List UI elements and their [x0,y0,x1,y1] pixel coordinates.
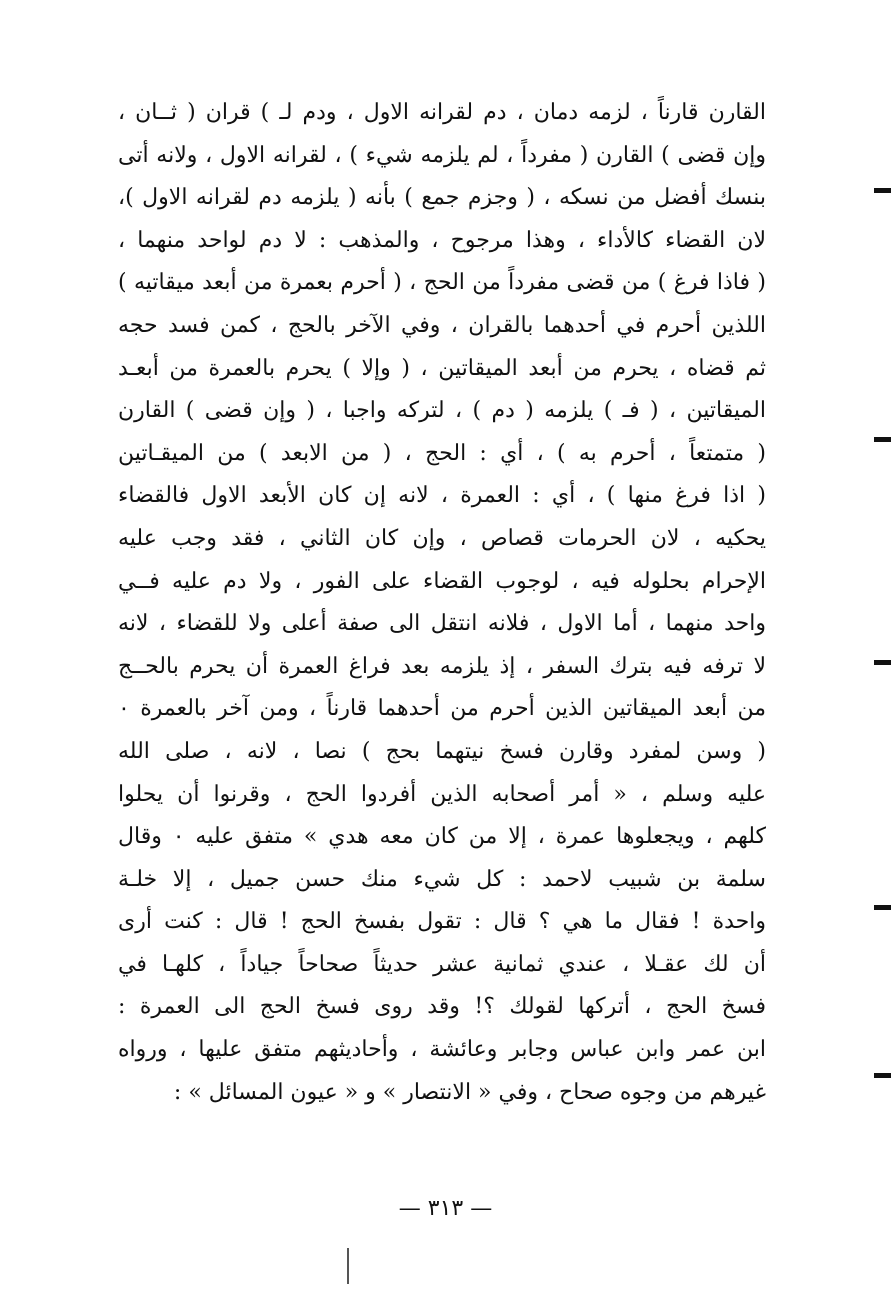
edge-tick-mark [874,437,891,442]
text-line: بنسك أفضل من نسكه ، ( وجزم جمع ) بأنه ( يلزمه دم لقرانه الاول )، [118,185,766,211]
text-line: الميقاتين ، ( فـ ) يلزمه ( دم ) ، لتركه واجبا ، ( وإن قضى ) القارن [118,398,766,424]
edge-tick-mark [874,188,891,193]
text-line: ثم قضاه ، يحرم من أبعد الميقاتين ، ( وإلا ) يحرم بالعمرة من أبعـد [118,355,766,381]
page-text-block [118,92,766,1114]
text-line: غيرهم من وجوه صحاح ، وفي « الانتصار » و « عيون المسائل » : [173,1079,766,1105]
page-number: — ٣١٣ — [398,1196,493,1221]
text-line: سلمة بن شبيب لاحمد : كل شيء منك حسن جميل ، إلا خلـة [118,866,766,892]
text-line: ابن عمر وابن عباس وجابر وعائشة ، وأحاديثهم متفق عليها ، ورواه [118,1037,766,1063]
edge-tick-mark [874,1073,891,1078]
text-line: كلهم ، ويجعلوها عمرة ، إلا من كان معه هدي » متفق عليه ٠ وقال [118,824,766,850]
edge-tick-mark [874,905,891,910]
text-line: الإحرام بحلوله فيه ، لوجوب القضاء على الفور ، ولا دم عليه فــي [118,568,766,594]
text-line: لان القضاء كالأداء ، وهذا مرجوح ، والمذهب : لا دم لواحد منهما ، [118,227,766,253]
text-line: وإن قضى ) القارن ( مفرداً ، لم يلزمه شيء ) ، لقرانه الاول ، ولانه أتى [118,142,766,168]
text-line: ( فاذا فرغ ) من قضى مفرداً من الحج ، ( أحرم بعمرة من أبعد ميقاتيه ) [118,270,766,296]
text-line: لا ترفه فيه بترك السفر ، إذ يلزمه بعد فراغ العمرة أن يحرم بالحــج [118,653,766,679]
text-line: ( اذا فرغ منها ) ، أي : العمرة ، لانه إن كان الأبعد الاول فالقضاء [118,483,766,509]
text-line: واحد منهما ، أما الاول ، فلانه انتقل الى صفة أعلى ولا للقضاء ، لانه [118,611,766,637]
text-line: ( متمتعاً ، أحرم به ) ، أي : الحج ، ( من الابعد ) من الميقـاتين [118,440,766,466]
text-line: أن لك عقـلا ، عندي ثمانية عشر حديثاً صحاحاً جياداً ، كلهـا في [118,951,766,977]
text-line: القارن قارناً ، لزمه دمان ، دم لقرانه الاول ، ودم لـ ) قران ( ثــان ، [118,100,766,125]
text-line: فسخ الحج ، أتركها لقولك ؟! وقد روى فسخ الحج الى العمرة : [118,994,766,1020]
text-line: من أبعد الميقاتين الذين أحرم من أحدهما قارناً ، ومن آخر بالعمرة ٠ [118,696,766,722]
text-line: اللذين أحرم في أحدهما بالقران ، وفي الآخر بالحج ، كمن فسد حجه [118,312,766,338]
text-line: عليه وسلم ، « أمر أصحابه الذين أفردوا الحج ، وقرنوا أن يحلوا [118,781,766,807]
text-line: يحكيه ، لان الحرمات قصاص ، وإن كان الثاني ، فقد وجب عليه [118,525,766,551]
gutter-line [347,1248,349,1284]
text-line: ( وسن لمفرد وقارن فسخ نيتهما بحج ) نصا ، لانه ، صلى الله [118,738,766,764]
text-line: واحدة ! فقال ما هي ؟ قال : تقول بفسخ الحج ! قال : كنت أرى [118,909,766,935]
edge-tick-mark [874,660,891,665]
